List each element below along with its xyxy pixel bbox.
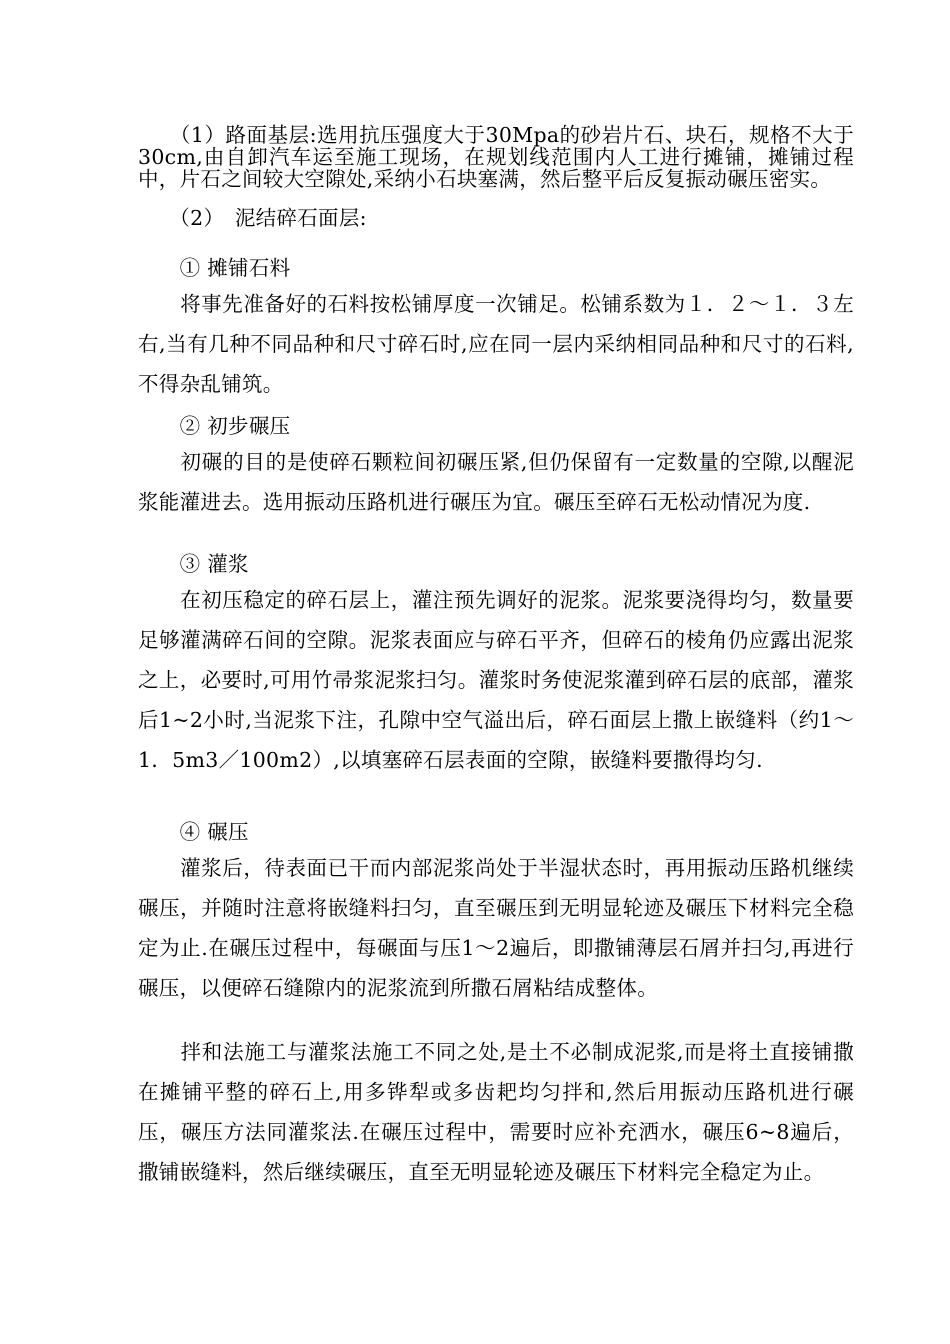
paragraph-base-layer: （1）路面基层:选用抗压强度大于30Mpa的砂岩片石、块石，规格不大于30cm,由自卸汽车运至施工现场，在规划线范围内人工进行摊铺，摊铺过程中，片石之间较大空隙处,采纳小石块塞满，然后整平后反复振动碾压密实。: [138, 123, 854, 191]
paragraph-initial-rolling: 初碾的目的是使碎石颗粒间初碾压紧,但仍保留有一定数量的空隙,以醒泥浆能灌进去。选用振动压路机进行碾压为宜。碾压至碎石无松动情况为度.: [138, 450, 854, 514]
subheading-spread-stone: ① 摊铺石料: [138, 256, 291, 280]
paragraph-mixing-method: 拌和法施工与灌浆法施工不同之处,是土不必制成泥浆,而是将土直接铺撒在摊铺平整的碎石上,用多铧犁或多齿耙均匀拌和,然后用振动压路机进行碾压，碾压方法同灌浆法.在碾压过程中，需要时应补充洒水，碾压6~8遍后，撒铺嵌缝料，然后继续碾压，直至无明显轮迹及碾压下材料完全稳定为止。: [138, 1040, 854, 1184]
heading-surface-layer: （2） 泥结碎石面层:: [138, 206, 367, 230]
subheading-initial-rolling: ② 初步碾压: [138, 414, 291, 438]
paragraph-rolling: 灌浆后，待表面已干而内部泥浆尚处于半湿状态时，再用振动压路机继续碾压，并随时注意将嵌缝料扫匀，直至碾压到无明显轮迹及碾压下材料完全稳定为止.在碾压过程中，每碾面与压1～2遍后，即撒铺薄层石屑并扫匀,再进行碾压，以便碎石缝隙内的泥浆流到所撒石屑粘结成整体。: [138, 856, 854, 1000]
paragraph-grouting: 在初压稳定的碎石层上，灌注预先调好的泥浆。泥浆要浇得均匀，数量要足够灌满碎石间的空隙。泥浆表面应与碎石平齐，但碎石的棱角仍应露出泥浆之上，必要时,可用竹帚浆泥浆扫匀。灌浆时务使泥浆灌到碎石层的底部，灌浆后1~2小时,当泥浆下注，孔隙中空气溢出后，碎石面层上撒上嵌缝料（约1～1．5m3／100m2）,以填塞碎石层表面的空隙，嵌缝料要撒得均匀.: [138, 588, 854, 772]
paragraph-spread-stone: 将事先准备好的石料按松铺厚度一次铺足。松铺系数为１．２～１．３左右,当有几种不同品种和尺寸碎石时,应在同一层内采纳相同品种和尺寸的石料,不得杂乱铺筑。: [138, 292, 854, 396]
subheading-grouting: ③ 灌浆: [138, 552, 249, 576]
subheading-rolling: ④ 碾压: [138, 820, 249, 844]
